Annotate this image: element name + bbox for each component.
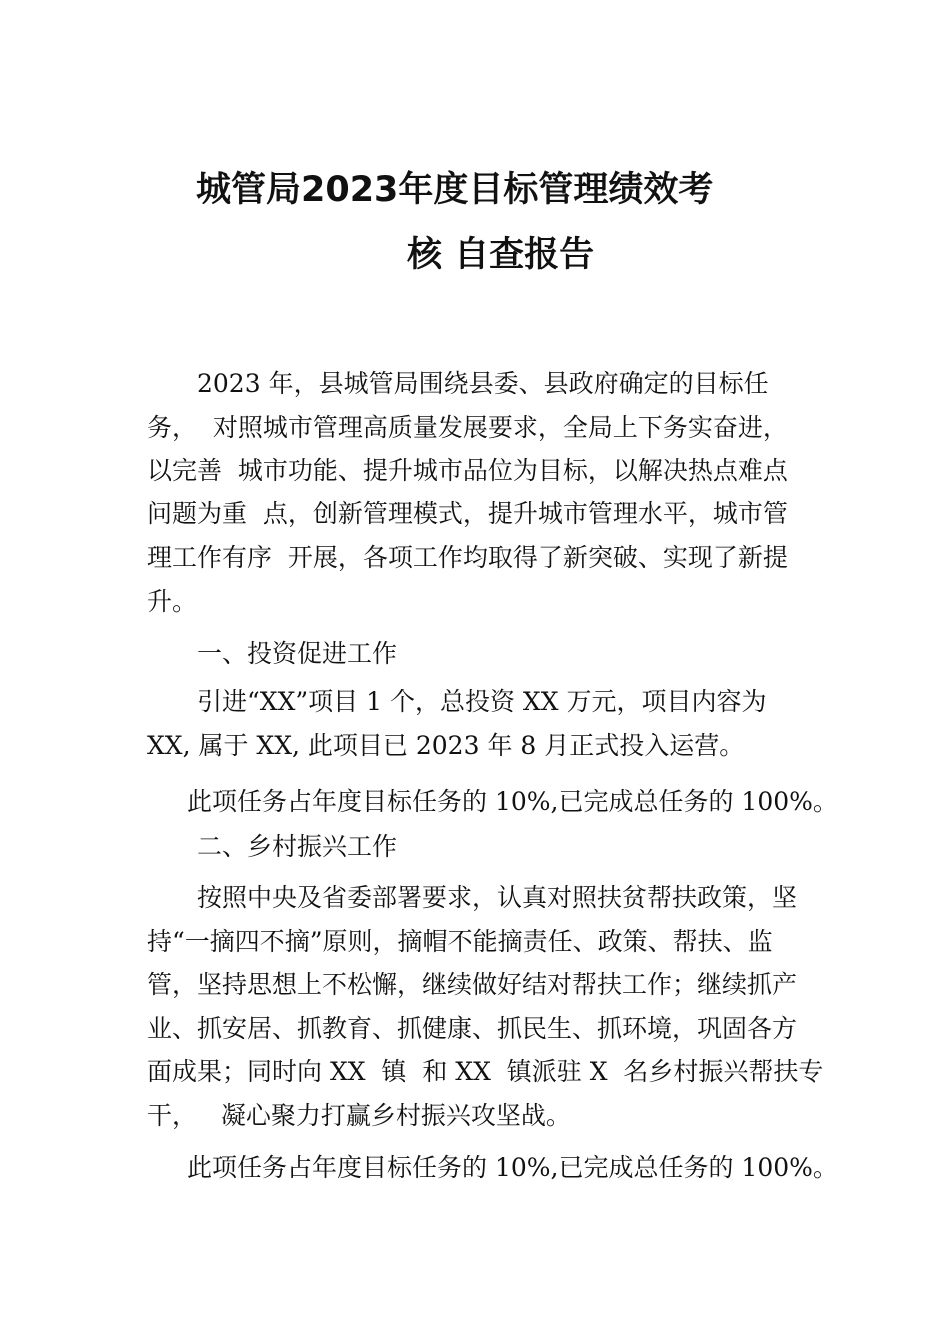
paragraph-line: 面成果；同时向 XX 镇 和 XX 镇派驻 X 名乡村振兴帮扶专 — [147, 1057, 824, 1086]
paragraph-line: 干， 凝心聚力打赢乡村振兴攻坚战。 — [147, 1101, 571, 1130]
paragraph-line: 问题为重 点，创新管理模式，提升城市管理水平，城市管 — [147, 499, 788, 528]
document-title-line-1: 城管局2023年度目标管理绩效考 — [196, 170, 714, 210]
paragraph-line: 引进“XX”项目 1 个，总投资 XX 万元，项目内容为 — [197, 687, 767, 716]
section-heading: 二、乡村振兴工作 — [197, 832, 398, 861]
paragraph-line: 升。 — [147, 587, 198, 616]
paragraph-line: 按照中央及省委部署要求，认真对照扶贫帮扶政策，坚 — [197, 883, 798, 912]
paragraph-line: 2023 年，县城管局围绕县委、县政府确定的目标任 — [197, 369, 769, 398]
paragraph-line: 理工作有序 开展，各项工作均取得了新突破、实现了新提 — [147, 543, 788, 572]
section-heading: 一、投资促进工作 — [197, 639, 398, 668]
paragraph-line: 管，坚持思想上不松懈，继续做好结对帮扶工作；继续抓产 — [147, 970, 798, 999]
document-title-line-2: 核 自查报告 — [407, 235, 595, 275]
paragraph-line: XX, 属于 XX, 此项目已 2023 年 8 月正式投入运营。 — [147, 731, 745, 760]
task-summary: 此项任务占年度目标任务的 10%,已完成总任务的 100%。 — [187, 787, 838, 816]
paragraph-line: 业、抓安居、抓教育、抓健康、抓民生、抓环境，巩固各方 — [147, 1014, 798, 1043]
paragraph-line: 持“一摘四不摘”原则，摘帽不能摘责任、政策、帮扶、监 — [147, 927, 773, 956]
task-summary: 此项任务占年度目标任务的 10%,已完成总任务的 100%。 — [187, 1153, 838, 1182]
paragraph-line: 以完善 城市功能、提升城市品位为目标，以解决热点难点 — [147, 456, 788, 485]
paragraph-line: 务， 对照城市管理高质量发展要求，全局上下务实奋进， — [147, 413, 788, 442]
